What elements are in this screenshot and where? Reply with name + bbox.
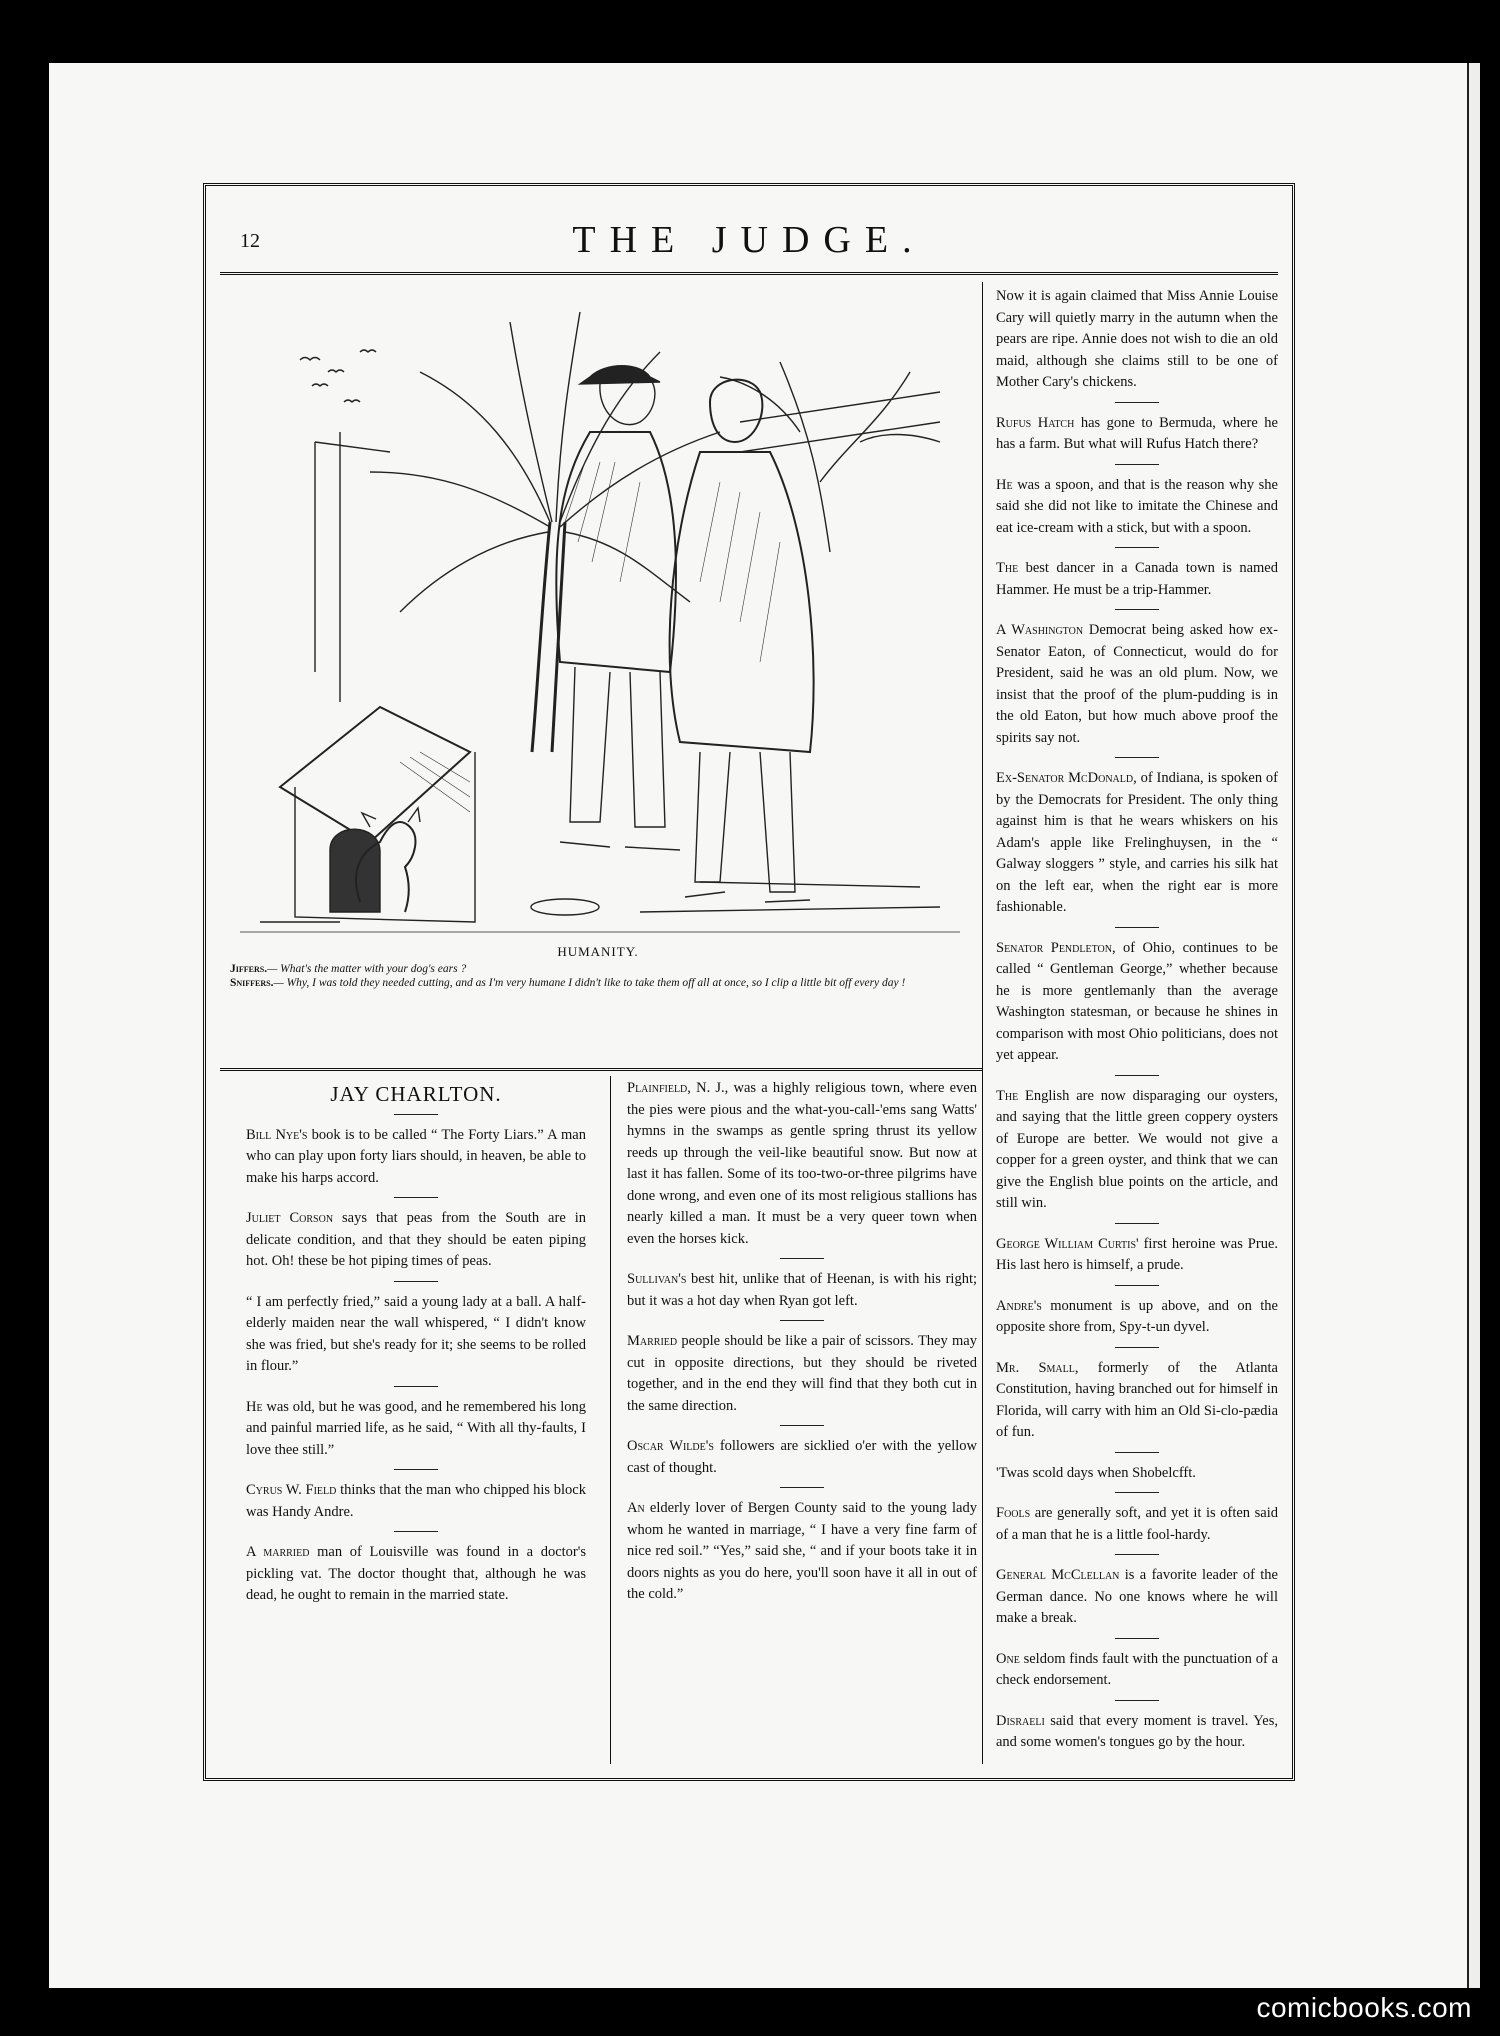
paragraph-separator: [1115, 464, 1159, 465]
caption-quote: — What's the matter with your dog's ears ?: [267, 963, 467, 975]
article-paragraph: [996, 1358, 1278, 1444]
paragraph-separator: [1115, 1347, 1159, 1348]
paragraph-lead: Cyrus W. Field: [246, 1482, 337, 1498]
paragraph-separator: [1115, 609, 1159, 610]
middle-column: [627, 1078, 977, 1606]
paragraph-lead: He: [996, 476, 1013, 493]
section-rule: [220, 1068, 982, 1071]
article-paragraph: [996, 558, 1278, 601]
page-header: [220, 204, 1278, 260]
paragraph-text: Now it is again claimed that Miss Annie Louise Cary will quietly marry in the autumn when the pears are ripe. Annie does not wish to die an old maid, although she claims still to be one of Mother Cary's chickens.: [996, 288, 1278, 390]
paragraph-text: best dancer in a Canada town is named Hammer. He must be a trip-Hammer.: [996, 560, 1278, 598]
paragraph-separator: [1115, 402, 1159, 403]
paragraph-text: formerly of the Atlanta Constitution, having branched out for himself in Florida, will carry with him an Old Si-clo-pædia of fun.: [996, 1359, 1278, 1440]
paragraph-separator: [1115, 757, 1159, 758]
caption-dialogue: [230, 962, 970, 990]
paragraph-separator: [394, 1386, 438, 1387]
paragraph-lead: Senator Pendleton,: [996, 939, 1116, 956]
paragraph-separator: [1115, 927, 1159, 928]
article-paragraph: [996, 1234, 1278, 1277]
paragraph-text: book is to be called “ The Forty Liars.” A man who can play upon forty liars should, in heaven, be able to make his harps accord.: [246, 1126, 586, 1186]
paragraph-text: thinks that the man who chipped his block was Handy Andre.: [246, 1482, 586, 1520]
column-divider: [610, 1076, 611, 1764]
paragraph-lead: Plainfield, N. J.,: [627, 1080, 729, 1096]
paragraph-text: has gone to Bermuda, where he has a farm. But what will Rufus Hatch there?: [996, 414, 1278, 452]
article-paragraph: [246, 1125, 586, 1190]
paragraph-lead: Oscar Wilde's: [627, 1438, 714, 1454]
masthead-title: THE JUDGE.: [572, 219, 926, 261]
caption-quote: — Why, I was told they needed cutting, and as I'm very humane I didn't like to take them off all at once, so I clip a little bit off every day !: [273, 977, 906, 989]
paragraph-separator: [780, 1487, 824, 1488]
paragraph-separator: [1115, 1700, 1159, 1701]
caption-title: HUMANITY.: [557, 944, 639, 959]
paragraph-separator: [1115, 1554, 1159, 1555]
right-column: [996, 286, 1278, 1754]
paragraph-separator: [394, 1531, 438, 1532]
article-paragraph: [996, 413, 1278, 456]
article-paragraph: [996, 1503, 1278, 1546]
paragraph-text: best hit, unlike that of Heenan, is with his right; but it was a hot day when Ryan got left.: [627, 1271, 977, 1309]
paragraph-separator: [1115, 1075, 1159, 1076]
paragraph-separator: [780, 1258, 824, 1259]
caption-line: [230, 976, 970, 990]
page-frame: [203, 183, 1295, 1781]
paragraph-lead: Sullivan's: [627, 1271, 687, 1287]
paragraph-text: followers are sicklied o'er with the yellow cast of thought.: [627, 1438, 977, 1476]
article-paragraph: [627, 1498, 977, 1606]
article-paragraph: [246, 1480, 586, 1523]
paragraph-lead: Disraeli: [996, 1712, 1045, 1729]
caption-line: [230, 962, 970, 976]
paragraph-text: monument is up above, and on the opposite shore from, Spy-t-un dyvel.: [996, 1297, 1278, 1335]
paragraph-separator: [1115, 547, 1159, 548]
article-paragraph: [627, 1269, 977, 1312]
paragraph-text: is a favorite leader of the German dance. No one knows where he will make a break.: [996, 1567, 1278, 1626]
article-paragraph: [627, 1331, 977, 1417]
article-paragraph: [996, 1565, 1278, 1630]
article-paragraph: [996, 286, 1278, 394]
paragraph-separator: [1115, 1492, 1159, 1493]
paragraph-text: 'Twas scold days when Shobelcfft.: [996, 1464, 1196, 1481]
article-paragraph: [996, 1649, 1278, 1692]
paragraph-lead: Andre's: [996, 1297, 1042, 1314]
article-paragraph: [246, 1397, 586, 1462]
paragraph-text: was a spoon, and that is the reason why she said she did not like to imitate the Chinese and eat ice-cream with a stick, but with a spoon.: [996, 476, 1278, 536]
article-paragraph: [996, 938, 1278, 1067]
paragraph-lead: Ex-Senator McDonald,: [996, 770, 1137, 786]
paragraph-lead: The: [996, 560, 1019, 576]
paragraph-text: elderly lover of Bergen County said to the young lady whom he wanted in marriage, “ I have a very fine farm of nice red soil.” “Yes,” said she, “ and if your boots take it in doors nights as you do here, you'll soon have it all in out of the cold.”: [627, 1500, 977, 1602]
caption-speaker: Jiffers.: [230, 963, 268, 975]
paragraph-text: are generally soft, and yet it is often said of a man that he is a little fool-hardy.: [996, 1505, 1278, 1543]
left-column: [246, 1078, 586, 1607]
column-heading: JAY CHARLTON.: [330, 1082, 502, 1106]
article-paragraph: [246, 1292, 586, 1378]
paragraph-text: people should be like a pair of scissors. They may cut in opposite directions, but they should be riveted together, and in the end they will find that they both cut in the same direction.: [627, 1333, 977, 1414]
paragraph-lead: George William Curtis': [996, 1235, 1139, 1252]
article-paragraph: [996, 1711, 1278, 1754]
paragraph-lead: Juliet Corson: [246, 1210, 334, 1226]
page-number: 12: [240, 230, 260, 252]
column-divider: [982, 282, 983, 1764]
paragraph-text: “ I am perfectly fried,” said a young lady at a ball. A half-elderly maiden near the wall whispered, “ I didn't know she was fried, but she's ready for it; she seems to be rolled in flour.”: [246, 1293, 586, 1374]
paragraph-separator: [1115, 1452, 1159, 1453]
article-paragraph: [996, 1086, 1278, 1215]
paragraph-lead: An: [627, 1500, 645, 1516]
article-paragraph: [246, 1208, 586, 1273]
article-paragraph: [996, 475, 1278, 540]
caption-speaker: Sniffers.: [230, 977, 274, 989]
paragraph-lead: Married: [627, 1333, 678, 1349]
article-paragraph: [627, 1436, 977, 1479]
paragraph-separator: [394, 1197, 438, 1198]
paragraph-lead: Rufus Hatch: [996, 414, 1075, 431]
paragraph-text: first heroine was Prue. His last hero is himself, a prude.: [996, 1235, 1279, 1273]
article-paragraph: [996, 1463, 1278, 1485]
paragraph-separator: [394, 1281, 438, 1282]
next-page-edge: [1467, 63, 1480, 1988]
cartoon-drawing: [220, 282, 976, 937]
paragraph-text: was a highly religious town, where even the pies were pious and the what-you-call-'ems sang Watts' hymns in the swamps as gentle spring thrust its yellow reeds up through the veil-like beautiful snow. But now at last it has fallen. Some of its too-two-or-three pilgrims have done wrong, and even one of its most religious stallions has nearly killed a man. It must be a very queer town when even the horses kick.: [627, 1080, 977, 1247]
paragraph-separator: [780, 1320, 824, 1321]
paragraph-lead: One: [996, 1650, 1020, 1667]
paragraph-lead: The: [996, 1087, 1019, 1104]
paragraph-lead: A Washington: [996, 622, 1084, 638]
paragraph-lead: Fools: [996, 1505, 1031, 1521]
paragraph-separator: [780, 1425, 824, 1426]
article-paragraph: [246, 1542, 586, 1607]
paragraph-text: says that peas from the South are in delicate condition, and that they should be eaten piping hot. Oh! these be hot piping times of peas.: [246, 1210, 586, 1269]
cartoon-illustration: [220, 282, 976, 1026]
article-paragraph: [996, 768, 1278, 919]
paragraph-separator: [394, 1114, 438, 1115]
paragraph-text: was old, but he was good, and he remembered his long and painful married life, as he said, “ With all thy-faults, I love thee still.”: [246, 1398, 586, 1458]
paragraph-lead: He: [246, 1398, 263, 1415]
paragraph-separator: [394, 1469, 438, 1470]
paragraph-text: seldom finds fault with the punctuation of a check endorsement.: [996, 1650, 1278, 1688]
paragraph-lead: A married: [246, 1544, 310, 1560]
article-paragraph: [996, 1296, 1278, 1339]
paragraph-text: English are now disparaging our oysters, and saying that the little green coppery oysters of Europe are better. We would not give a copper for a green oyster, and think that we can give the English blue points on the article, and still win.: [996, 1087, 1278, 1211]
paragraph-text: of Ohio, continues to be called “ Gentleman George,” whether because he is more gentlemanly than the average Washington statesman, or because he shines in comparison with most Ohio politicians, does not yet appear.: [996, 939, 1278, 1063]
paragraph-lead: Bill Nye's: [246, 1126, 308, 1143]
paragraph-separator: [1115, 1285, 1159, 1286]
article-paragraph: [627, 1078, 977, 1250]
paragraph-lead: General McClellan: [996, 1567, 1120, 1583]
paragraph-text: said that every moment is travel. Yes, and some women's tongues go by the hour.: [996, 1712, 1278, 1750]
paragraph-text: of Indiana, is spoken of by the Democrats for President. The only thing against him is that he wears whiskers on his Adam's apple like Frelinghuysen, in the “ Galway sloggers ” style, and carries his silk hat on the left ear, when the right ear is more fashionable.: [996, 770, 1279, 915]
watermark-text: comicbooks.com: [1256, 1992, 1472, 2023]
paragraph-text: Democrat being asked how ex-Senator Eaton, of Connecticut, would do for President, said he was an old plum. Now, we insist that the proof of the plum-pudding is in the old Eaton, but how much above proof the spirits say not.: [996, 622, 1278, 746]
paragraph-separator: [1115, 1638, 1159, 1639]
paragraph-lead: Mr. Small,: [996, 1359, 1079, 1376]
header-rule: [220, 272, 1278, 275]
paragraph-text: man of Louisville was found in a doctor's pickling vat. The doctor thought that, although he was dead, he ought to remain in the married state.: [246, 1544, 586, 1603]
paragraph-separator: [1115, 1223, 1159, 1224]
article-paragraph: [996, 620, 1278, 749]
